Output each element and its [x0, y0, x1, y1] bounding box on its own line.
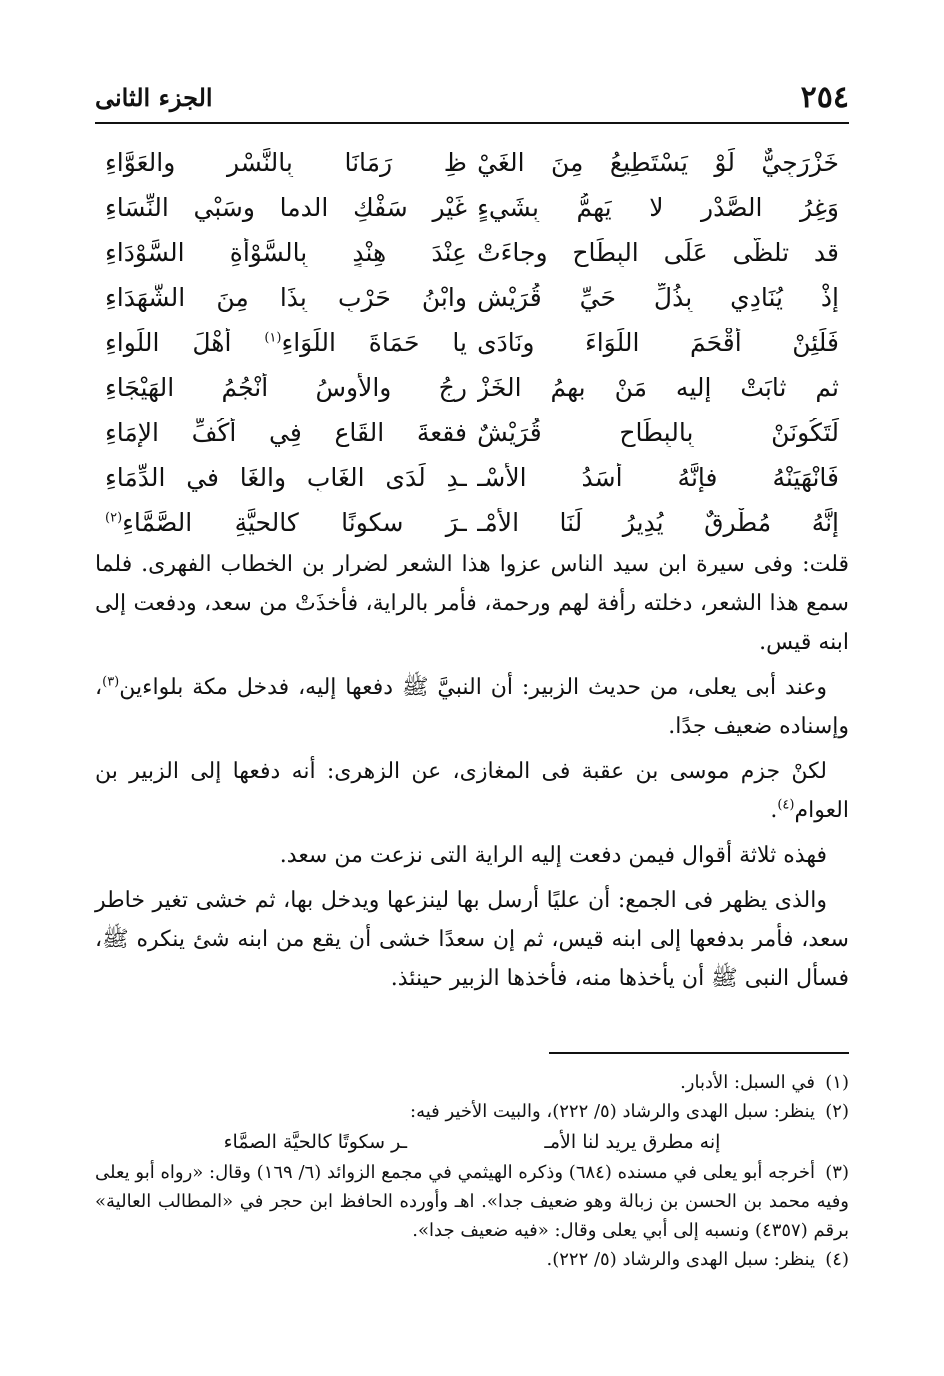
- verse: [95, 275, 849, 320]
- first-hemistich: إِنَّهُ مُطْرِقٌ يُدِيرُ لَنَا الأمْـ: [477, 508, 839, 537]
- paragraph: والذى يظهر فى الجمع: أن عليًا أرسل بها لينزعها ويدخل بها، ثم خشى تغير خاطر سعد، فأمر بدفعها إلى ابنه قيس، ثم إن سعدًا خشى أن يقع من ابنه شئ ينكره ﷺ، فسأل النبى ﷺ أن يأخذها منه، فأخذها الزبير حينئذ.: [95, 888, 849, 991]
- footnote-number: (٢): [825, 1101, 849, 1122]
- paragraph-text: لكنْ جزم موسى بن عقبة فى المغازى، عن الزهرى: أنه دفعها إلى الزبير بن العوام: [95, 759, 849, 823]
- first-hemistich: لَتَكُونَنْ بِالبِطَاحِ قُرَيْشٌ: [477, 418, 839, 447]
- paragraph: فهذه ثلاثة أقوال فيمن دفعت إليه الراية التى نزعت من سعد.: [279, 843, 827, 868]
- paragraph-text: وعند أبى يعلى، من حديث الزبير: أن النبيَّ ﷺ دفعها إليه، فدخل مكة بلواءين: [119, 675, 827, 700]
- footnote-ref[interactable]: (٣): [102, 674, 120, 690]
- verse: [95, 320, 849, 365]
- poem: [95, 140, 849, 545]
- second-hemistich: [95, 328, 467, 357]
- page-header: [95, 72, 849, 124]
- paragraph: [95, 668, 849, 746]
- verse: [95, 455, 849, 500]
- footnote-text: ينظر: سبل الهدى والرشاد (٥/ ٢٢٢).: [546, 1249, 815, 1270]
- footnote-number: (٣): [825, 1162, 849, 1183]
- first-hemistich: فَلَئِنْ أَقْحَمَ اللِّوَاءَ ونَادَى: [477, 328, 839, 357]
- first-hemistich: إنه مطرق يريد لنا الأمـ: [544, 1130, 721, 1153]
- verse: [95, 185, 849, 230]
- footnote-number: (٤): [825, 1249, 849, 1270]
- verse: [95, 410, 849, 455]
- footnote: [95, 1068, 849, 1097]
- first-hemistich: إِذْ يُنَادِي بِذُلِّ حَيِّ قُرَيْشٍ: [477, 283, 839, 312]
- second-hemistich: ـر سكوتًا كالحيَّة الصمَّاء: [223, 1130, 408, 1153]
- body-text: [95, 545, 849, 1004]
- first-hemistich: فَانْهَيَنْهُ فإنَّهُ أَسَدُ الأُسْـ: [477, 463, 839, 492]
- first-hemistich: ثم ثابَتْ إليه مَنْ بهمُ الخَزْ: [477, 373, 839, 402]
- second-hemistich: فقعةَ القَاعِ فِي أَكُفِّ الإِمَاءِ: [105, 418, 467, 447]
- footnote-number: (١): [825, 1072, 849, 1093]
- paragraph-text: ، وإسناده ضعيف جدًا.: [95, 675, 849, 739]
- first-hemistich: وَغِرُ الصَّدْرِ لا يَهِمُّ بِشَيءٍ: [477, 193, 839, 222]
- footnote: [95, 1245, 849, 1274]
- verse: [95, 140, 849, 185]
- footnote: [95, 1097, 849, 1126]
- paragraph: [95, 752, 849, 830]
- footnote: [95, 1158, 849, 1245]
- footnote-verse: [95, 1126, 849, 1158]
- footnote-text: ينظر: سبل الهدى والرشاد (٥/ ٢٢٢)، والبيت الأخير فيه:: [410, 1101, 815, 1122]
- footnote-text: في السبل: الأدبار.: [680, 1072, 815, 1093]
- verse: [95, 500, 849, 545]
- first-hemistich: قد تلظَّى عَلَى البِطَاحِ وجاءَتْ: [477, 238, 839, 267]
- second-hemistich: ـدِ لَدَى الغَابِ والغَا في الدِّمَاءِ: [105, 463, 467, 492]
- footnote-text: أخرجه أبو يعلى في مسنده (٦٨٤) وذكره الهيثمي في مجمع الزوائد (٦/ ١٦٩) وقال: «رواه أبو يعلى وفيه محمد بن الحسن بن زبالة وهو ضعيف جدا». اهـ وأورده الحافظ ابن حجر في «المطالب العالية» برقم (٤٣٥٧) ونسبه إلى أبي يعلى وقال: «فيه ضعيف جدا».: [95, 1162, 849, 1241]
- hemistich-text: ـرَ سكونًا كالحيَّةِ الصَّمَّاءِ: [122, 508, 467, 537]
- paragraph-text: .: [770, 798, 778, 823]
- second-hemistich: غَيْرِ سَفْكِ الدما وسَبْيِ النِّسَاءِ: [105, 193, 467, 222]
- footnote-ref[interactable]: (٤): [777, 797, 795, 813]
- second-hemistich: ظِ رَمَانَا بِالنَّسْرِ والعَوَّاءِ: [105, 148, 467, 177]
- footnote-divider: [549, 1052, 849, 1054]
- first-hemistich: خَزْرَجِيٌّ لَوْ يَسْتَطِيعُ مِنَ الغَيْ: [477, 148, 839, 177]
- verse: [95, 230, 849, 275]
- hemistich-text: أَهْلَ اللِّواءِ: [105, 328, 265, 357]
- page-number: ٢٥٤: [800, 79, 849, 115]
- second-hemistich: [95, 508, 467, 537]
- paragraph: قلت: وفى سيرة ابن سيد الناس عزوا هذا الشعر لضرار بن الخطاب الفهرى. فلما سمع هذا الشعر، دخلته رأفة لهم ورحمة، فأمر بالراية، فأخذَتْ من سعد، ودفعت إلى ابنه قيس.: [95, 552, 849, 655]
- footnote-ref[interactable]: (٢): [105, 510, 123, 526]
- second-hemistich: عِنْدَ هِنْدٍ بِالسَّوْأَةِ السَّوْدَاءِ: [105, 238, 467, 267]
- hemistich-text: يا حَمَاةَ اللِّوَاءِ: [281, 328, 467, 357]
- second-hemistich: وابْنُ حَرْبٍ بِذَا مِنَ الشُّهَدَاءِ: [105, 283, 467, 312]
- footnote-ref[interactable]: (١): [264, 330, 282, 346]
- verse: [95, 365, 849, 410]
- running-title: الجزء الثانى: [95, 82, 213, 112]
- second-hemistich: رجُ والأوسُ أَنْجُمُ الهَيْجَاءِ: [105, 373, 467, 402]
- footnotes: [95, 1068, 849, 1274]
